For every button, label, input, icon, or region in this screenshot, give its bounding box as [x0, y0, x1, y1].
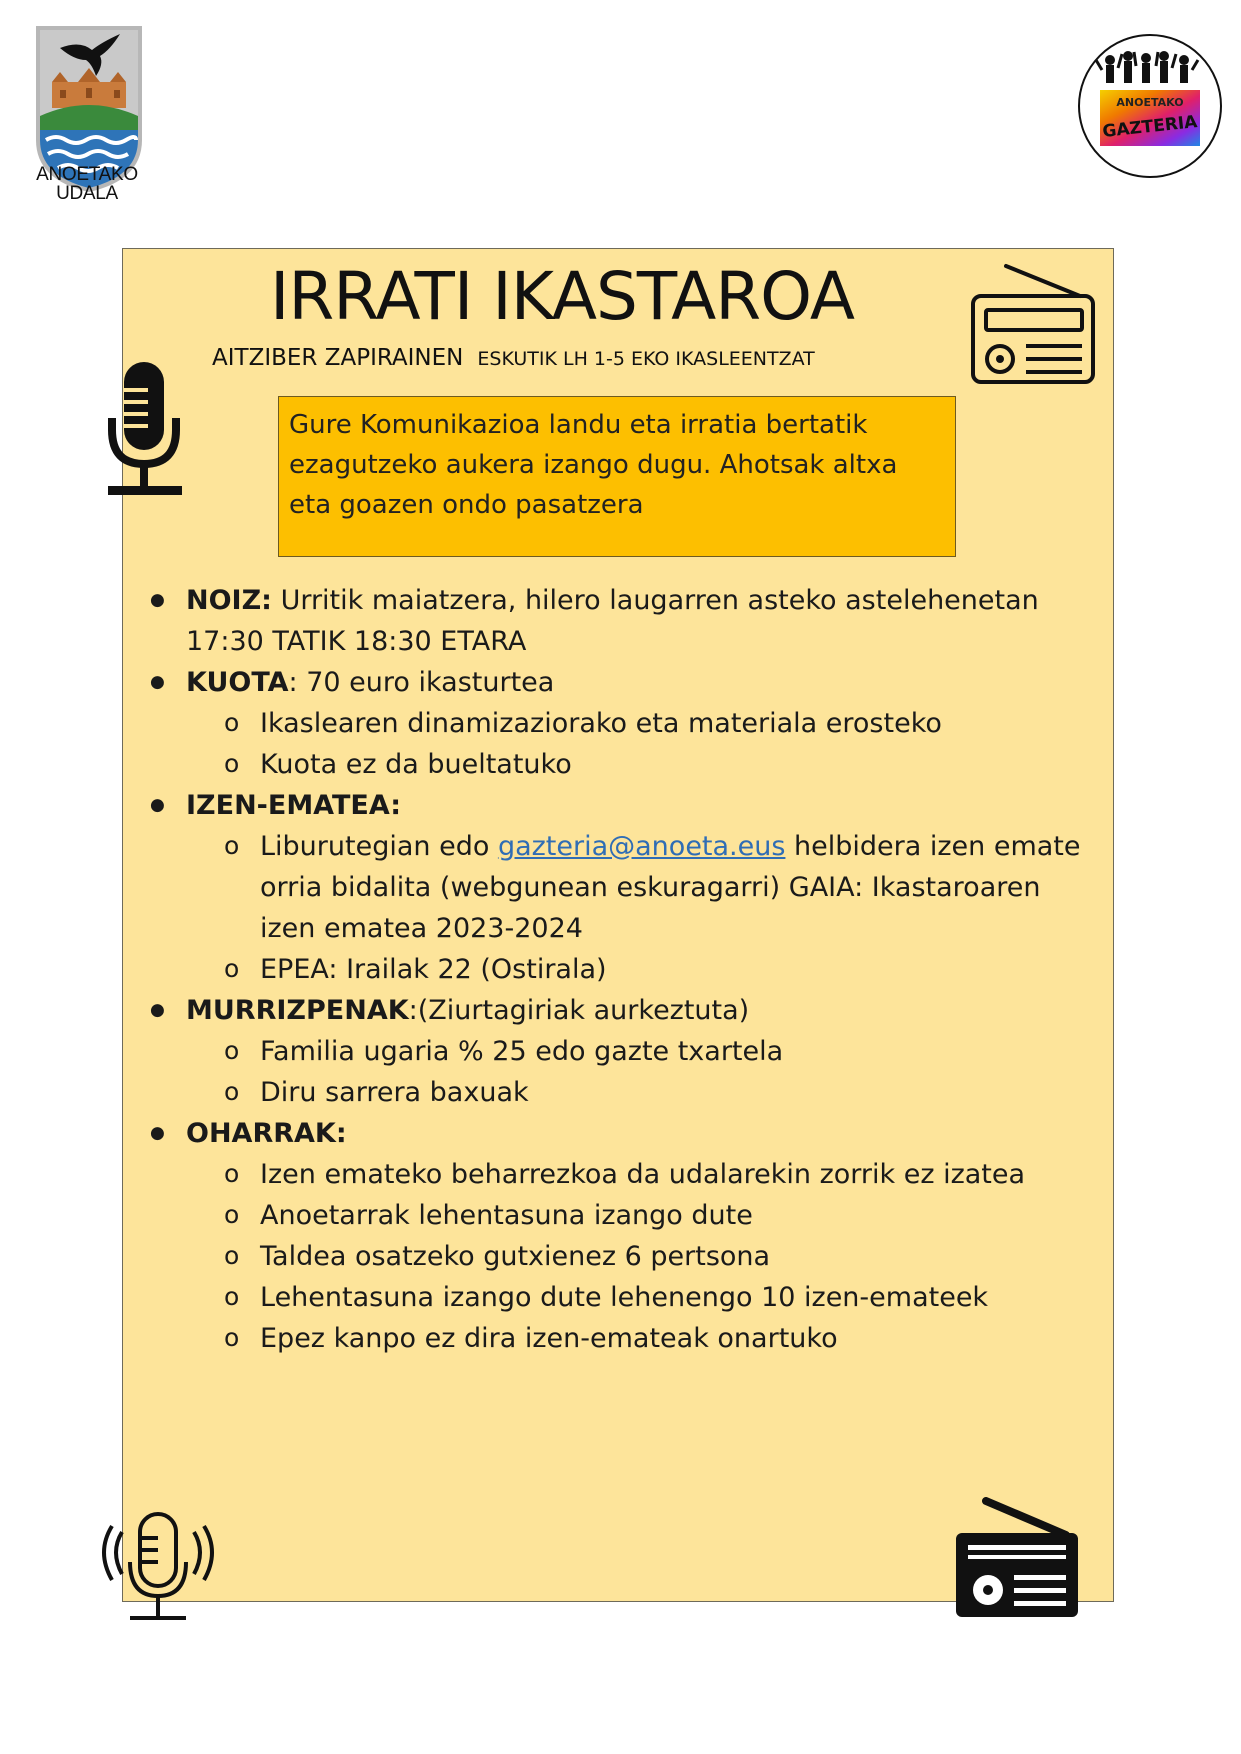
- gazteria-logo-line2: GAZTERIA: [1101, 112, 1199, 142]
- info-list: [150, 580, 1090, 1359]
- izen-ematea-label: IZEN-EMATEA:: [186, 790, 402, 821]
- radio-icon: [970, 262, 1096, 386]
- audience-text: ESKUTIK LH 1-5 EKO IKASLEENTZAT: [477, 348, 815, 370]
- podcast-mic-icon: [100, 1512, 216, 1622]
- noiz-label: NOIZ:: [186, 585, 272, 616]
- izen-item-text: Liburutegian edo: [260, 831, 498, 862]
- oharrak-subitem: o Epez kanpo ez dira izen-emateak onartuko: [150, 1318, 1090, 1359]
- kuota-label: KUOTA: [186, 667, 289, 698]
- murrizpenak-subitem: o Diru sarrera baxuak: [150, 1072, 1090, 1113]
- murrizpenak-text: :(Ziurtagiriak aurkeztuta): [408, 995, 750, 1026]
- list-item-noiz: [150, 580, 1090, 662]
- list-item-izen-ematea: [150, 785, 1090, 826]
- list-item-kuota: [150, 662, 1090, 703]
- noiz-text: Urritik maiatzera, hilero laugarren asteko astelehenetan 17:30 TATIK 18:30 ETARA: [186, 585, 1039, 657]
- kuota-subitem: o Kuota ez da bueltatuko: [150, 744, 1090, 785]
- poster-subtitle: [212, 345, 815, 371]
- kuota-text: : 70 euro ikasturtea: [288, 667, 555, 698]
- udala-logo-text: [22, 165, 152, 203]
- intro-box: Gure Komunikazioa landu eta irratia bertatik ezagutzeko aukera izango dugu. Ahotsak altxa eta goazen ondo pasatzera: [278, 396, 956, 557]
- izen-ematea-subitem: o EPEA: Irailak 22 (Ostirala): [150, 949, 1090, 990]
- list-item-oharrak: [150, 1113, 1090, 1154]
- udala-line2: UDALA: [56, 183, 118, 204]
- microphone-icon: [108, 360, 184, 500]
- list-item-murrizpenak: [150, 990, 1090, 1031]
- anoetako-gazteria-logo: [1076, 32, 1224, 180]
- gazteria-logo-line1: ANOETAKO: [1116, 96, 1184, 109]
- udala-line1: ANOETAKO: [36, 164, 138, 185]
- oharrak-subitem: o Izen emateko beharrezkoa da udalarekin zorrik ez izatea: [150, 1154, 1090, 1195]
- oharrak-subitem: o Anoetarrak lehentasuna izango dute: [150, 1195, 1090, 1236]
- murrizpenak-subitem: o Familia ugaria % 25 edo gazte txartela: [150, 1031, 1090, 1072]
- izen-item-text-2: helbidera izen emate orria bidalita (webgunean eskuragarri) GAIA: Ikastaroaren izen ematea 2023-2024: [260, 831, 1081, 944]
- radio-filled-icon: [954, 1497, 1080, 1619]
- izen-ematea-subitem: [150, 826, 1090, 949]
- email-link[interactable]: gazteria@anoeta.eus: [497, 831, 786, 862]
- oharrak-subitem: o Lehentasuna izango dute lehenengo 10 izen-emateek: [150, 1277, 1090, 1318]
- instructor-name: AITZIBER ZAPIRAINEN: [212, 345, 464, 371]
- poster-title: IRRATI IKASTAROA: [269, 258, 855, 335]
- murrizpenak-label: MURRIZPENAK: [186, 995, 409, 1026]
- oharrak-label: OHARRAK:: [186, 1118, 347, 1149]
- kuota-subitem: o Ikaslearen dinamizaziorako eta materiala erosteko: [150, 703, 1090, 744]
- oharrak-subitem: o Taldea osatzeko gutxienez 6 pertsona: [150, 1236, 1090, 1277]
